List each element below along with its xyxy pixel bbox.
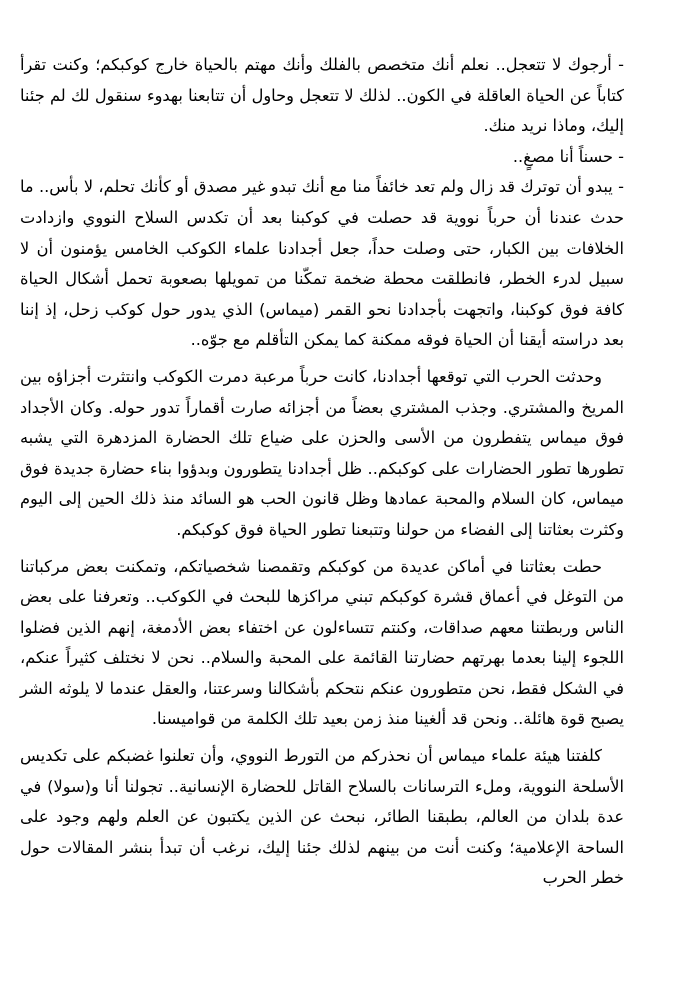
- paragraph-missions: حطت بعثاتنا في أماكن عديدة من كوكبكم وتقمصنا شخصياتكم، وتمكنت بعض مركباتنا من التوغل في أعماق قشرة كوكبكم تبني مراكزها للبحث في الكوكب.. وتعرفنا على بعض الناس وربطتنا معهم صداقات، وكنتم تتساءلون عن اختفاء بعض الأدمغة، إنهم الذين فضلوا اللجوء إلينا بعدما بهرتهم حضارتنا القائمة على المحبة والسلام.. نحن لا نختلف كثيراً عنكم، في الشكل فقط، نحن متطورون عنكم نتحكم بأشكالنا وسرعتنا، والعقل عندما لا يلوثه الشر يصبح قوة هائلة.. ونحن قد ألغينا منذ زمن بعيد تلك الكلمة من قواميسنا.: [20, 556, 624, 729]
- dialogue-paragraph-reply: - حسناً أنا مصغٍ..: [512, 146, 624, 166]
- dialogue-paragraph-explanation: - يبدو أن توترك قد زال ولم تعد خائفاً منا مع أنك تبدو غير مصدق أو كأنك تحلم، لا بأس.. ما حدث عندنا أن حرباً نووية قد حصلت في كوكبنا بعد أن تكدس السلاح النووي وازدادت الخلافات بين الكبار، حتى وصلت حداً، جعل أجدادنا علماء الكوكب الخامس يؤمنون أن لا سبيل لدرء الخطر، فانطلقت محطة ضخمة تمكّنا من تمويلها بصعوبة تحمل أشكال الحياة كافة فوق كوكبنا، واتجهت بأجدادنا نحو القمر (ميماس) الذي يدور حول كوكب زحل، إذ إننا بعد دراسته أيقنا أن الحياة فوقه ممكنة كما يمكن التأقلم مع جوّه..: [20, 177, 624, 350]
- dialogue-paragraph-request: - أرجوك لا تتعجل.. نعلم أنك متخصص بالفلك وأنك مهتم بالحياة خارج كوكبكم؛ وكنت تقرأ كتاباً عن الحياة العاقلة في الكون.. لذلك لا تتعجل وحاول أن تتابعنا بهدوء سنقول لك لم جئنا إليك، وماذا نريد منك.: [20, 55, 624, 136]
- paragraph-war-history: وحدثت الحرب التي توقعها أجدادنا، كانت حرباً مرعبة دمرت الكوكب وانتثرت أجزاؤه بين المريخ والمشتري. وجذب المشتري بعضاً من أجزائه صارت أقماراً تدور حوله. وكان الأجداد فوق ميماس يتفطرون من الأسى والحزن على ضياع تلك الحضارة المزدهرة التي يشبه تطورها تطور الحضارات على كوكبكم.. ظل أجدادنا يتطورون وبدؤوا بناء حضارة جديدة فوق ميماس، كان السلام والمحبة عمادها وظل قانون الحب هو السائد منذ ذلك الحين إلى اليوم وكثرت بعثاتنا إلى الفضاء من حولنا وتتبعنا تطور الحياة فوق كوكبكم.: [20, 366, 624, 539]
- paragraph-warning-task: كلفتنا هيئة علماء ميماس أن نحذركم من التورط النووي، وأن تعلنوا غضبكم على تكديس الأسلحة النووية، وملء الترسانات بالسلاح القاتل للحضارة الإنسانية.. تجولنا أنا و(سولا) في عدة بلدان من العالم، بطبقنا الطائر، نبحث عن الذين يكتبون عن العلم ولهم وجود على الساحة الإعلامية؛ وكنت أنت من بينهم لذلك جئنا إليك، نرغب أن تبدأ بنشر المقالات حول خطر الحرب: [20, 746, 624, 888]
